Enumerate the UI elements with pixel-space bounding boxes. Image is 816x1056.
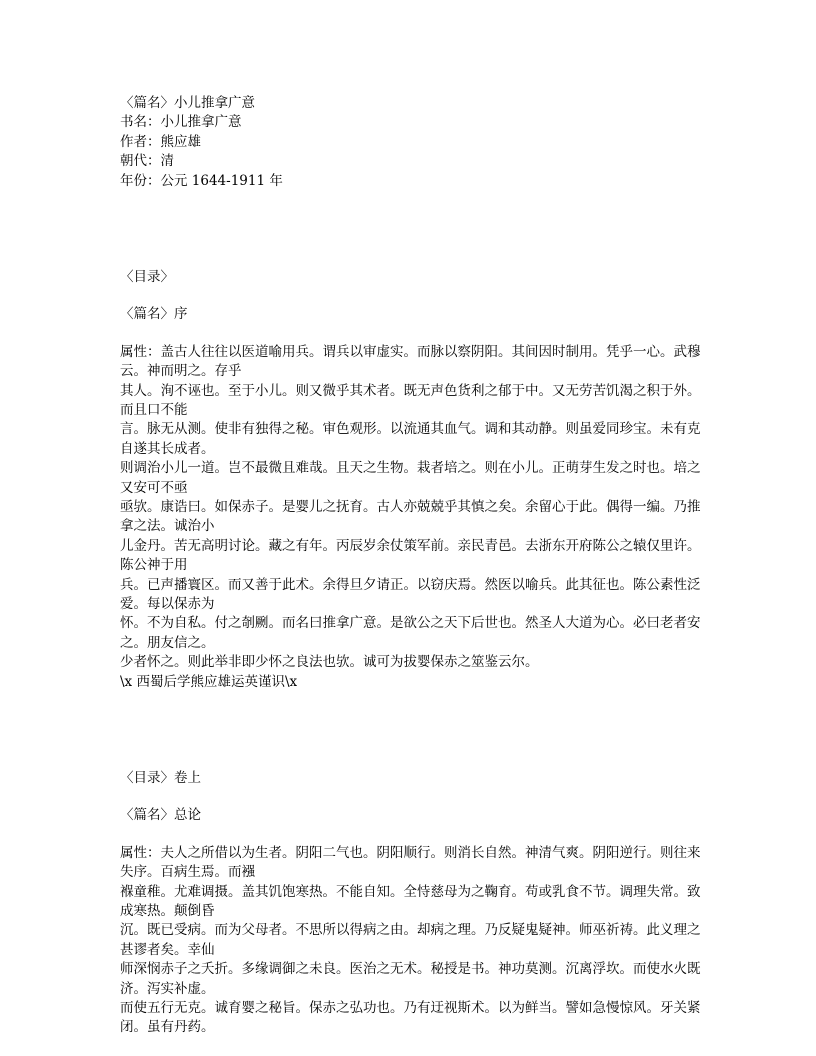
general-body	[120, 844, 710, 1038]
paragraph-line: 兵。已声播寰区。而又善于此术。余得旦夕请正。以窃庆焉。然医以喻兵。此其征也。陈公素性泛爱。每以保赤为	[120, 576, 701, 613]
header-line-year: 年份：公元 1644-1911 年	[120, 172, 283, 189]
preface-body	[120, 343, 710, 692]
signature-line: \x 西蜀后学熊应雄运英谨识\x	[120, 673, 298, 690]
header-line-title: 〈篇名〉小儿推拿广意	[120, 95, 255, 111]
paragraph-line: 少者怀之。则此举非即少怀之良法也欤。诚可为拔婴保赤之筮鉴云尔。	[120, 654, 539, 671]
paragraph-line: 儿金丹。苦无高明讨论。藏之有年。丙辰岁余仗策军前。亲民青邑。去浙东开府陈公之辕仅里许。陈公神于用	[120, 537, 701, 574]
paragraph-line: 亟欤。康诰曰。如保赤子。是婴儿之抚育。古人亦兢兢乎其慎之矣。余留心于此。偶得一编。乃推拿之法。诚治小	[120, 498, 701, 535]
paragraph-line: 而使五行无克。诚育婴之秘旨。保赤之弘功也。乃有迂视斯术。以为鲜当。譬如急慢惊风。牙关紧闭。虽有丹药。	[120, 1000, 701, 1036]
paragraph-line: 属性：夫人之所借以为生者。阴阳二气也。阴阳顺行。则消长自然。神清气爽。阴阳逆行。则往来失序。百病生焉。而襁	[120, 844, 701, 881]
paragraph-line: 怀。不为自私。付之剞劂。而名曰推拿广意。是欲公之天下后世也。然圣人大道为心。必曰老者安之。朋友信之。	[120, 615, 701, 651]
paragraph-line: 其人。洵不诬也。至于小儿。则又微乎其术者。既无声色货利之郁于中。又无劳苦饥渴之积于外。而且口不能	[120, 382, 701, 418]
header-block	[120, 94, 710, 191]
paragraph-line: 沉。既已受病。而为父母者。不思所以得病之由。却病之理。乃反疑鬼疑神。师巫祈祷。此义理之甚谬者矣。幸仙	[120, 922, 701, 958]
document-page	[120, 94, 710, 1038]
header-line-book: 书名：小儿推拿广意	[120, 114, 242, 131]
toc-heading: 〈目录〉	[120, 268, 174, 285]
header-line-author: 作者：熊应雄	[120, 133, 201, 150]
paragraph-line: 言。脉无从测。使非有独得之秘。审色观形。以流通其血气。调和其动静。则虽爱同珍宝。未有克自遂其长成者。	[120, 421, 701, 457]
section-title-preface: 〈篇名〉序	[120, 306, 188, 323]
paragraph-line: 师深悯赤子之夭折。多缘调御之未良。医治之无术。秘授是书。神功莫测。沉离浮坎。而使水火既济。泻实补虚。	[120, 961, 701, 997]
toc-heading-volume: 〈目录〉卷上	[120, 770, 201, 787]
paragraph-line: 属性：盖古人往往以医道喻用兵。谓兵以审虚实。而脉以察阴阳。其间因时制用。凭乎一心。武穆云。神而明之。存乎	[120, 343, 701, 380]
section-title-general: 〈篇名〉总论	[120, 807, 201, 824]
paragraph-line: 褓童稚。尤难调摄。盖其饥饱寒热。不能自知。全恃慈母为之鞠育。苟或乳食不节。调理失常。致成寒热。颠倒昏	[120, 883, 701, 920]
header-line-dynasty: 朝代：清	[120, 153, 174, 170]
paragraph-line: 则调治小儿一道。岂不最微且难哉。且天之生物。栽者培之。则在小儿。正萌芽生发之时也。培之又安可不亟	[120, 460, 701, 496]
